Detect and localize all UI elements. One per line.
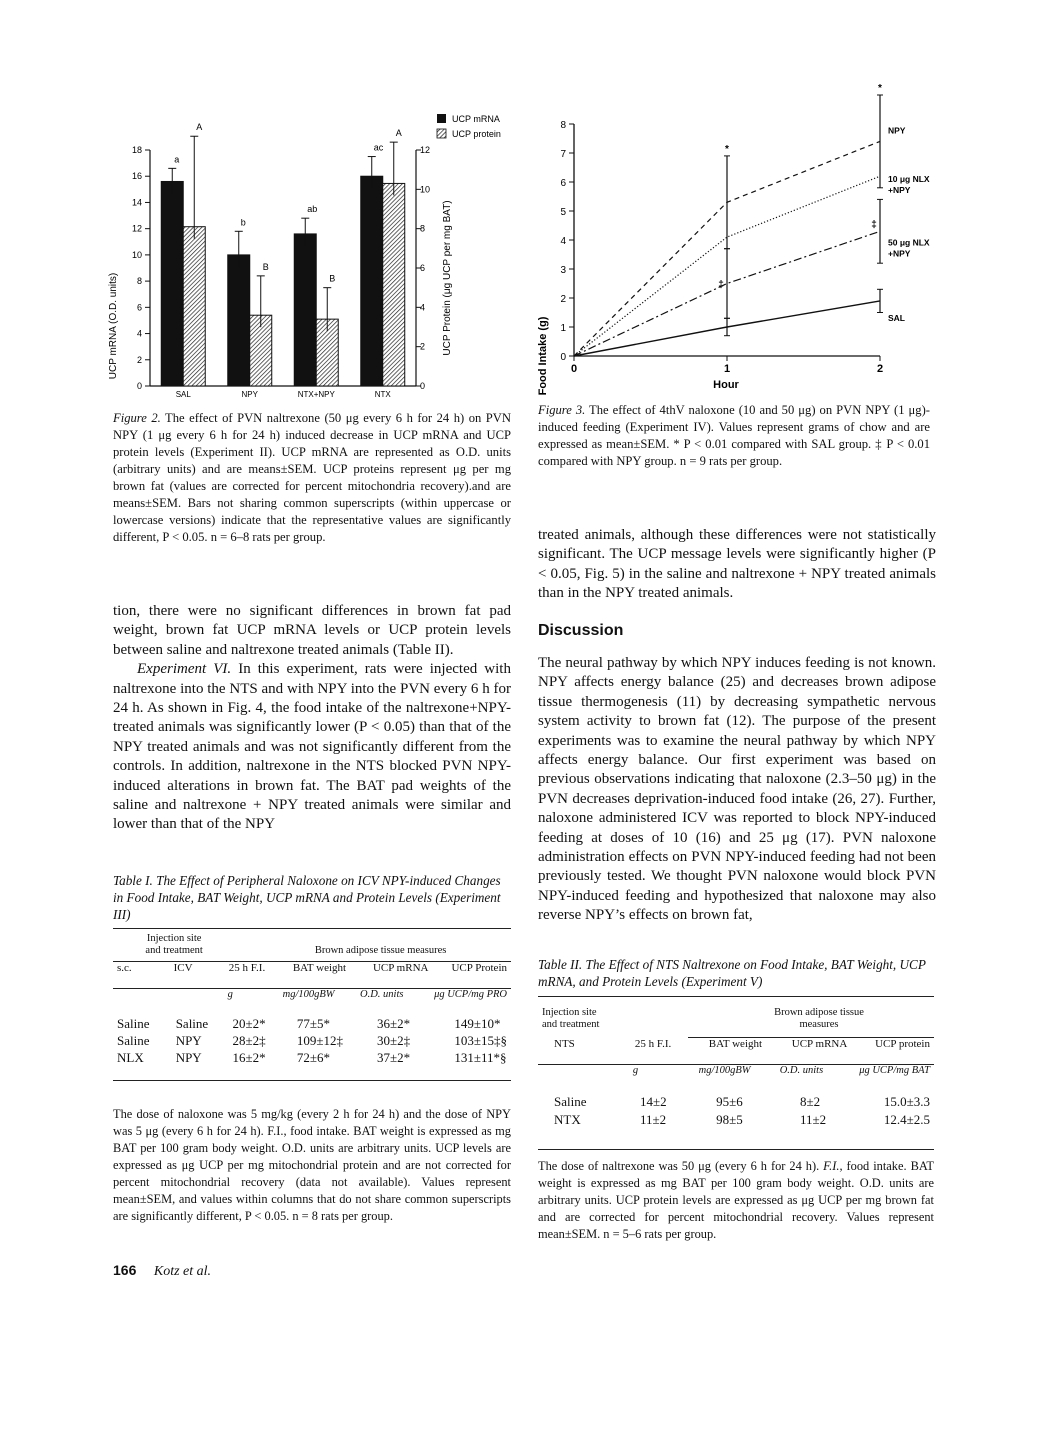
table-2-note-part1: The dose of naltrexone was 50 μg (every 6 h for 24 h). <box>538 1159 824 1173</box>
figure-2-left-tick-label: 14 <box>131 197 142 208</box>
table-1-group-header-line1: Injection site <box>146 933 202 944</box>
figure-3-y-tick-label: 3 <box>560 265 566 276</box>
table-row <box>113 1049 511 1066</box>
figure-2-bar <box>294 234 316 386</box>
table-1-columns <box>113 962 511 988</box>
figure-2-caption <box>113 410 511 546</box>
table-2-bat-header <box>704 1007 934 1031</box>
figure-2-left-tick-label: 12 <box>131 223 142 234</box>
figure-3-y-axis-label: Food Intake (g) <box>537 316 549 396</box>
figure-2-significance-label: b <box>240 217 246 228</box>
figure-2-significance-label: B <box>262 261 269 272</box>
left-paragraph-2 <box>113 660 511 835</box>
figure-2-left-tick-label: 6 <box>136 302 142 313</box>
figure-2-chart <box>100 108 520 403</box>
discussion-heading: Discussion <box>538 622 624 639</box>
left-paragraph-2-text: In this experiment, rats were injected with naltrexone into the NTS and with NPY into the PVN every 6 h for 24 h. As shown in Fig. 4, the food intake of the naltrexone+NPY-treated animals was significantly lower (P < 0.05) than that of the NPY treated animals and was not significantly different from the controls. In addition, naltrexone in the NTS blocked PVN NPY-induced alterations in brown fat. The BAT pad weights of the saline and naltrexone + NPY treated animals were similar and lower than that of the NPY <box>113 661 511 833</box>
table-1-col-sc: s.c. <box>117 962 132 974</box>
table-2-group-header-line1: Injection site <box>542 1007 597 1018</box>
table-2-grid <box>538 1007 934 1031</box>
table-cell: 103±15‡§ <box>454 1033 507 1048</box>
figure-2-caption-text: The effect of PVN naltrexone (50 μg every 6 h for 24 h) on PVN NPY (1 μg every 6 h for 24 h) induced decrease in UCP mRNA and UCP protein levels (Experiment II). UCP mRNA are represented as O.D. units (arbitrary units) and are means±SEM. UCP proteins represent μg per mg brown fat (values are corrected for percent mitochondria recovery).and are means±SEM. Bars not sharing common superscripts (within uppercase or lowercase versions) indicate that the representative values are significantly different, P < 0.05. n = 6–8 rats per group. <box>113 411 511 544</box>
figure-2-category-label: SAL <box>175 390 191 399</box>
table-2-body <box>538 1093 934 1129</box>
table-1-body <box>113 1015 511 1066</box>
table-1-grid <box>113 933 511 957</box>
table-cell: 14±2 <box>640 1094 667 1109</box>
table-2-units <box>538 1065 934 1093</box>
table-2-title: Table II. The Effect of NTS Naltrexone on Food Intake, BAT Weight, UCP mRNA, and Protein Levels (Experiment V) <box>538 957 926 989</box>
figure-3-series-label: 50 μg NLX +NPY <box>888 237 930 259</box>
figure-2-left-axis-label: UCP mRNA (O.D. units) <box>108 272 119 380</box>
figure-3-significance-mark: ‡ <box>718 279 724 291</box>
table-cell: 149±10* <box>454 1016 501 1031</box>
table-2-col-ucp-protein: UCP protein <box>875 1038 930 1050</box>
figure-2-right-axis-label: UCP Protein (μg UCP per mg BAT) <box>442 200 453 356</box>
legend-label-ucp-mrna: UCP mRNA <box>452 114 500 124</box>
table-cell: Saline <box>554 1094 587 1109</box>
table-1-group-header <box>113 933 235 957</box>
figure-3-x-tick-label: 0 <box>570 363 578 375</box>
table-cell: 36±2* <box>376 1016 411 1031</box>
table-2-unit-fi: g <box>632 1065 639 1076</box>
figure-2-right-tick-label: 6 <box>420 263 426 273</box>
table-1-unit-protein: μg UCP/mg PRO <box>434 989 507 1000</box>
table-1-units <box>113 989 511 1015</box>
figure-3-y-tick-label: 5 <box>560 207 566 218</box>
table-row <box>113 1015 511 1032</box>
figure-2-bar <box>183 227 205 386</box>
table-2-bat-header-line2: measures <box>799 1019 839 1030</box>
figure-3-significance-mark: * <box>878 83 882 94</box>
table-1-title: Table I. The Effect of Peripheral Naloxone on ICV NPY-induced Changes in Food Intake, BAT Weight, UCP mRNA and Protein Levels (Experiment III) <box>113 873 501 922</box>
right-column-text <box>538 526 936 604</box>
table-2-note <box>538 1158 934 1243</box>
figure-3-y-tick-label: 8 <box>560 120 566 131</box>
table-2-columns <box>538 1038 934 1064</box>
figure-2-left-tick-label: 16 <box>131 171 142 182</box>
table-2-group-header-line2: and treatment <box>542 1019 600 1030</box>
table-1-note: The dose of naloxone was 5 mg/kg (every 2 h for 24 h) and the dose of NPY was 5 μg (every 6 h for 24 h). F.I., food intake. BAT weight is expressed as mg BAT per 100 gram body weight. O.D. units are arbitrary units. UCP levels are expressed as μg UCP per mg mitochondrial protein and are not corrected for percent mitochondrial recovery (data not available). Values represent mean±SEM, and values within columns that do not share common superscripts are significantly different, P < 0.05. n = 8 rats per group. <box>113 1107 511 1223</box>
table-2-col-fi: 25 h F.I. <box>634 1038 672 1050</box>
figure-2-right-tick-label: 4 <box>420 302 426 313</box>
figure-2-significance-label: a <box>174 154 180 165</box>
figure-3-caption <box>538 402 930 470</box>
table-1-col-icv: ICV <box>173 962 193 974</box>
table-cell: NLX <box>117 1050 144 1065</box>
table-cell: 109±12‡ <box>296 1033 343 1048</box>
table-1-unit-fi: g <box>227 989 233 1000</box>
figure-3-x-axis-label: Hour <box>713 379 739 391</box>
figure-2-bar <box>383 183 405 386</box>
figure-2-significance-label: ac <box>373 142 384 153</box>
figure-2-significance-label: A <box>196 122 203 133</box>
left-column-text <box>113 602 511 835</box>
table-1-group-header-line2: and treatment <box>145 945 203 956</box>
table-1-col-ucp-mrna: UCP mRNA <box>372 962 429 974</box>
page-footer <box>113 1262 211 1280</box>
table-cell: NPY <box>175 1050 202 1065</box>
figure-3-significance-mark: ‡ <box>871 219 877 231</box>
figure-2-significance-label: ab <box>307 204 318 215</box>
figure-2-bar <box>161 181 183 386</box>
table-2-col-bat-weight: BAT weight <box>708 1038 763 1050</box>
right-paragraph-1: treated animals, although these differences were not statistically significant. The UCP message levels were significantly higher (P < 0.05, Fig. 5) in the saline and naltrexone + NPY treated animals than in the NPY treated animals. <box>538 527 936 602</box>
table-2-bat-header-line1: Brown adipose tissue <box>774 1007 864 1018</box>
figure-2-significance-label: A <box>395 128 402 139</box>
figure-3-series-label: 10 μg NLX +NPY <box>888 174 930 196</box>
figure-2-category-label: NPY <box>241 390 258 399</box>
table-cell: NTX <box>554 1112 581 1127</box>
figure-2-bar <box>361 176 383 386</box>
figure-3-y-tick-label: 7 <box>560 149 566 160</box>
table-2-group-header <box>538 1007 626 1031</box>
table-cell: 77±5* <box>296 1016 330 1031</box>
figure-3-y-tick-label: 6 <box>560 178 566 189</box>
figure-3-chart <box>530 83 950 398</box>
figure-2-left-tick-label: 8 <box>136 276 142 287</box>
figure-2-right-tick-label: 0 <box>420 381 426 391</box>
left-paragraph-1: tion, there were no significant differences in brown fat pad weight, brown fat UCP mRNA levels or UCP protein levels between saline and naltrexone treated animals (Table II). <box>113 603 511 658</box>
table-2-note-fi: F.I., <box>823 1159 843 1173</box>
table-cell: 28±2‡ <box>232 1033 266 1048</box>
experiment-vi-heading: Experiment VI. <box>137 661 232 678</box>
footer-authors: Kotz et al. <box>153 1264 212 1279</box>
table-cell: 12.4±2.5 <box>883 1112 930 1127</box>
figure-3-y-tick-label: 1 <box>560 323 566 334</box>
table-1-col-ucp-protein: UCP Protein <box>451 962 507 974</box>
table-cell: Saline <box>175 1016 209 1031</box>
figure-2-right-tick-label: 12 <box>420 145 431 155</box>
figure-2-bar <box>228 255 250 386</box>
table-1-unit-bat: mg/100gBW <box>282 989 335 1000</box>
table-cell: 11±2 <box>800 1112 827 1127</box>
table-2-unit-bat: mg/100gBW <box>698 1065 751 1076</box>
figure-3-y-tick-label: 4 <box>560 236 566 247</box>
table-2 <box>538 996 934 1150</box>
figure-2-left-tick-label: 4 <box>136 328 142 339</box>
table-cell: Saline <box>117 1016 150 1031</box>
table-2-note-part2: food intake. BAT weight is expressed as mg BAT per 100 gram body weight. O.D. units are arbitrary units. UCP protein levels are expressed as μg UCP per mg brown fat and are corrected for percent mitochondrial recovery. Values represent mean±SEM. n = 5–6 rats per group. <box>538 1159 934 1241</box>
figure-2-right-tick-label: 2 <box>420 341 426 352</box>
table-row <box>538 1111 934 1129</box>
table-cell: Saline <box>117 1033 150 1048</box>
figure-3-caption-text: The effect of 4thV naloxone (10 and 50 μg) on PVN NPY (1 μg)-induced feeding (Experiment IV). Values represent grams of chow and are expressed as mean±SEM. * P < 0.01 compared with SAL group. ‡ P < 0.01 compared with NPY group. n = 9 rats per group. <box>538 403 930 468</box>
table-2-unit-mrna: O.D. units <box>779 1065 824 1076</box>
discussion-text <box>538 654 936 926</box>
figure-2-right-tick-label: 10 <box>420 184 431 195</box>
table-cell: 20±2* <box>232 1016 266 1031</box>
table-cell: 16±2* <box>232 1050 266 1065</box>
table-cell: 72±6* <box>296 1050 330 1065</box>
figure-3-x-tick-label: 2 <box>876 363 884 375</box>
table-1-bat-header: Brown adipose tissue measures <box>314 945 447 956</box>
figure-3-caption-label: Figure 3. <box>538 403 586 417</box>
figure-2-left-tick-label: 2 <box>136 354 142 365</box>
figure-2-category-label: NTX+NPY <box>297 390 335 399</box>
figure-3-x-tick-label: 1 <box>723 363 731 375</box>
discussion-paragraph: The neural pathway by which NPY induces feeding is not known. NPY affects energy balance (25) and decreases brown adipose tissue thermogenesis (11) by decreasing sympathetic nervous system activity to brown fat (12). The purpose of the present experiments was to examine the neural pathway by which NPY affects energy balance. Our first experiment was based on previous observations indicating that naloxone (2.3–50 μg) in the PVN decreases deprivation-induced food intake (26, 27). Further, naloxone administered ICV was reported to block NPY-induced feeding at doses of 10 (16) and 25 μg (17). PVN naloxone administration effects on PVN NPY-induced feeding had not been previously tested. We thought PVN naloxone would block PVN NPY-induced feeding and hypothesized that naloxone may also reverse NPY’s effects on brown fat, <box>538 655 936 924</box>
legend-swatch-ucp-protein <box>437 129 446 138</box>
figure-3-significance-mark: * <box>725 143 729 155</box>
table-cell: 131±11*§ <box>454 1050 507 1065</box>
figure-2-category-label: NTX <box>374 390 391 399</box>
table-cell: 15.0±3.3 <box>883 1094 930 1109</box>
figure-3-series-label: SAL <box>888 312 905 323</box>
table-cell: 11±2 <box>640 1112 667 1127</box>
table-cell: 95±6 <box>716 1094 743 1109</box>
figure-2-left-tick-label: 18 <box>131 145 142 155</box>
figure-2-left-tick-label: 0 <box>136 381 142 391</box>
table-1 <box>113 928 511 1081</box>
table-2-unit-protein: μg UCP/mg BAT <box>859 1065 930 1076</box>
table-1-unit-mrna: O.D. units <box>360 989 404 1000</box>
table-cell: 30±2‡ <box>376 1033 411 1048</box>
table-row <box>113 1032 511 1049</box>
figure-2-right-tick-label: 8 <box>420 223 426 234</box>
table-1-col-fi: 25 h F.I. <box>228 962 266 974</box>
table-cell: 37±2* <box>376 1050 411 1065</box>
legend-swatch-ucp-mrna <box>437 114 446 123</box>
table-1-col-bat-weight: BAT weight <box>292 962 347 974</box>
figure-3-y-tick-label: 2 <box>560 294 566 305</box>
figure-2-left-tick-label: 10 <box>131 249 142 260</box>
figure-2-caption-label: Figure 2. <box>113 411 161 425</box>
page-number: 166 <box>113 1262 137 1278</box>
figure-3-series-label: NPY <box>888 125 906 136</box>
figure-2-legend <box>437 114 501 139</box>
table-cell: 8±2 <box>800 1094 821 1109</box>
table-2-col-ucp-mrna: UCP mRNA <box>791 1038 848 1050</box>
table-row <box>538 1093 934 1111</box>
legend-label-ucp-protein: UCP protein <box>452 129 501 139</box>
figure-3-y-tick-label: 0 <box>560 352 566 363</box>
table-2-col-nts: NTS <box>554 1038 575 1050</box>
table-cell: 98±5 <box>716 1112 743 1127</box>
figure-2-significance-label: B <box>329 273 336 284</box>
table-cell: NPY <box>175 1033 202 1048</box>
